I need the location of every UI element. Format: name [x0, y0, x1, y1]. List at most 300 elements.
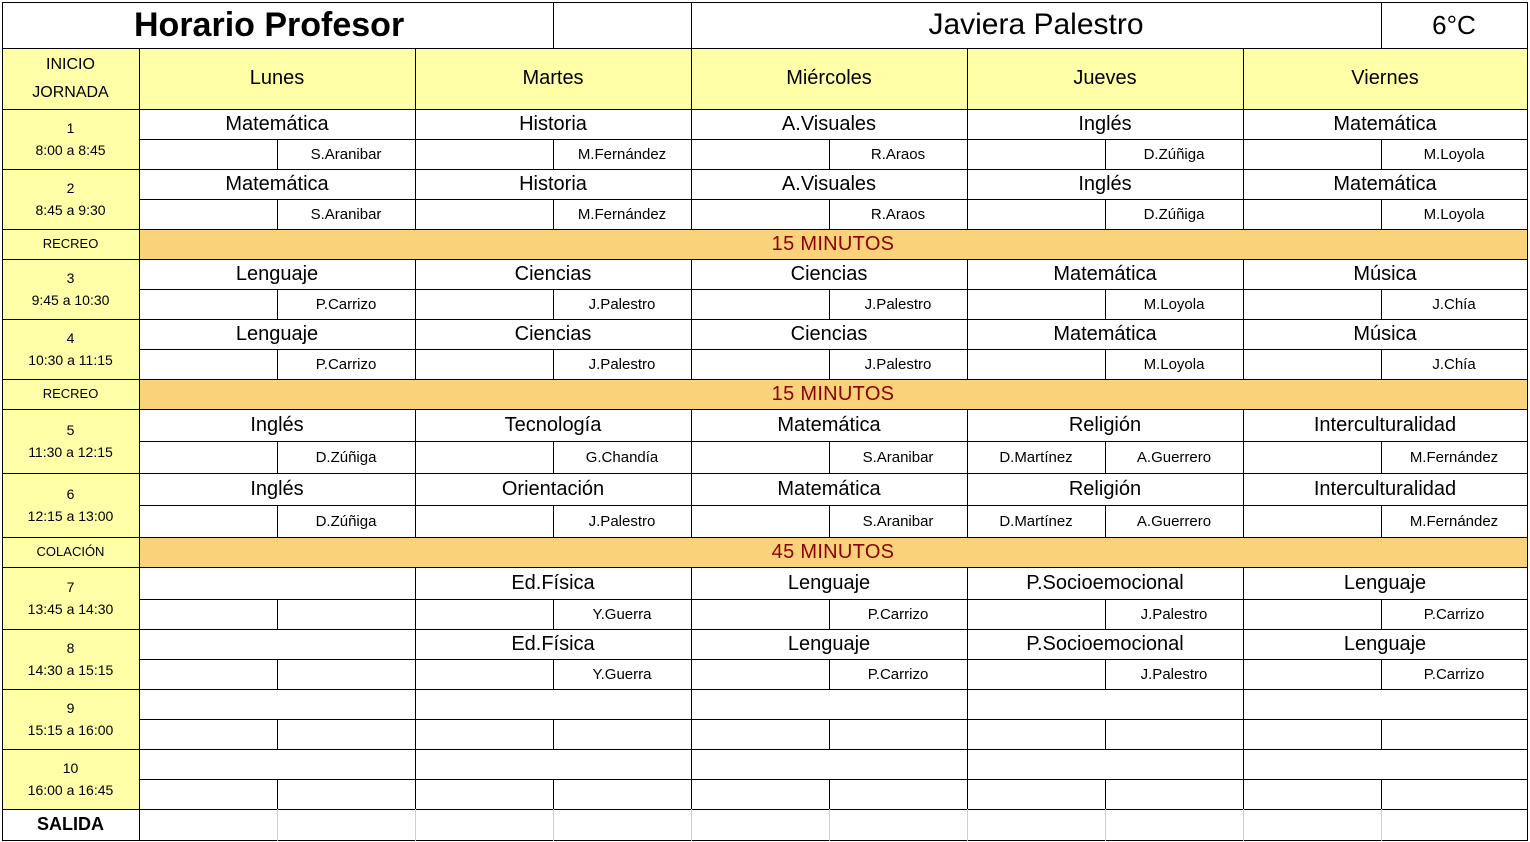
subject-viernes-5[interactable]: Interculturalidad [1313, 413, 1457, 436]
time-slot-9 [2, 689, 139, 749]
subject-miércoles-3[interactable]: Ciencias [790, 262, 868, 285]
grid-line [139, 229, 140, 260]
subject-jueves-6[interactable]: Religión [1068, 477, 1142, 500]
subject-miércoles-8[interactable]: Lenguaje [787, 632, 871, 655]
teacher-martes-6[interactable]: J.Palestro [588, 512, 656, 530]
grid-line [139, 109, 140, 170]
start-header-line1: INICIO [46, 55, 95, 73]
grid-line [2, 379, 1528, 380]
grid-line [277, 139, 278, 170]
empty-cell[interactable] [1243, 779, 1381, 809]
empty-cell[interactable] [691, 349, 829, 379]
grid-line [277, 599, 278, 630]
start-header [2, 48, 139, 109]
subject-jueves-5[interactable]: Religión [1068, 413, 1142, 436]
grid-line [1381, 599, 1382, 630]
empty-cell[interactable] [967, 599, 1105, 629]
grid-line [553, 719, 554, 750]
block-number: 4 [66, 330, 75, 346]
grid-line [691, 48, 692, 110]
empty-cell[interactable] [139, 659, 277, 689]
grid-line [277, 779, 278, 810]
time-slot-6 [2, 473, 139, 537]
teacher-jueves-10[interactable] [1105, 779, 1243, 809]
time-slot-2 [2, 169, 139, 229]
empty-cell[interactable] [1243, 349, 1381, 379]
grid-line [553, 505, 554, 538]
grid-line [139, 599, 1528, 600]
subject-viernes-1[interactable]: Matemática [1333, 112, 1437, 135]
day-header-lunes: Lunes [139, 48, 415, 109]
subject-lunes-8[interactable] [139, 629, 415, 659]
teacher-miércoles-4[interactable]: J.Palestro [864, 355, 932, 373]
empty-cell[interactable] [415, 659, 553, 689]
grid-line [1243, 567, 1244, 630]
empty-cell[interactable] [139, 779, 277, 809]
grid-line [1105, 289, 1106, 320]
start-header-line2: JORNADA [32, 83, 109, 101]
teacher-viernes-5[interactable]: M.Fernández [1409, 448, 1499, 466]
empty-cell[interactable] [691, 659, 829, 689]
subject-martes-4[interactable]: Ciencias [514, 322, 592, 345]
subject-jueves-8[interactable]: P.Socioemocional [1026, 632, 1184, 655]
subject-miércoles-5[interactable]: Matemática [777, 413, 881, 436]
empty-cell[interactable] [139, 289, 277, 319]
empty-cell[interactable] [1243, 289, 1381, 319]
teacher-viernes-1[interactable]: M.Loyola [1423, 145, 1485, 163]
teacher-miércoles-8[interactable]: P.Carrizo [867, 665, 929, 683]
teacher-viernes-10[interactable] [1381, 779, 1527, 809]
subject-miércoles-6[interactable]: Matemática [777, 477, 881, 500]
subject-jueves-1[interactable]: Inglés [1078, 112, 1132, 135]
subject-lunes-9[interactable] [139, 689, 415, 719]
grid-line [139, 409, 140, 474]
teacher-lunes-9[interactable] [277, 719, 415, 749]
teacher-martes-4[interactable]: J.Palestro [588, 355, 656, 373]
empty-cell[interactable] [1243, 719, 1381, 749]
empty-cell[interactable] [967, 719, 1105, 749]
subject-viernes-4[interactable]: Música [1353, 322, 1417, 345]
teacher-lunes-1[interactable]: S.Aranibar [310, 145, 382, 163]
block-time: 13:45 a 14:30 [27, 601, 114, 617]
grid-line [1105, 599, 1106, 630]
grid-line [139, 289, 1528, 290]
teacher-viernes-8[interactable]: P.Carrizo [1423, 665, 1485, 683]
teacher-miércoles-6[interactable]: S.Aranibar [862, 512, 934, 530]
teacher-jueves-4[interactable]: M.Loyola [1143, 355, 1205, 373]
block-time: 12:15 a 13:00 [27, 508, 114, 524]
teacher-jueves-1[interactable]: D.Zúñiga [1143, 145, 1205, 163]
grid-line [139, 629, 140, 690]
grid-line [1105, 505, 1106, 538]
grid-line [553, 659, 554, 690]
block-time: 11:30 a 12:15 [28, 444, 113, 460]
subject-martes-3[interactable]: Ciencias [514, 262, 592, 285]
teacher-name: Javiera Palestro [928, 8, 1144, 41]
grid-line [2, 840, 1528, 841]
block-time: 15:15 a 16:00 [27, 722, 114, 738]
break-label: COLACIÓN [2, 537, 139, 567]
empty-cell[interactable] [1243, 659, 1381, 689]
subject-lunes-2[interactable]: Matemática [225, 172, 329, 195]
grid-line [1527, 48, 1528, 110]
teacher-jueves-7[interactable]: J.Palestro [1140, 605, 1208, 623]
teacher-lunes-3[interactable]: P.Carrizo [315, 295, 377, 313]
teacher-lunes-5[interactable]: D.Zúñiga [315, 448, 377, 466]
grid-line [691, 749, 692, 810]
teacher-miércoles-3[interactable]: J.Palestro [864, 295, 932, 313]
subject-martes-6[interactable]: Orientación [501, 477, 605, 500]
subject-lunes-4[interactable]: Lenguaje [235, 322, 319, 345]
grid-line [139, 139, 1528, 140]
subject-jueves-7[interactable]: P.Socioemocional [1026, 571, 1184, 594]
subject-miércoles-4[interactable]: Ciencias [790, 322, 868, 345]
grid-line [691, 809, 692, 841]
grid-line [1381, 779, 1382, 810]
grid-line [1105, 659, 1106, 690]
grid-line [139, 689, 140, 750]
teacher-martes-3[interactable]: J.Palestro [588, 295, 656, 313]
grid-line [2, 809, 1528, 810]
empty-cell[interactable] [1243, 505, 1381, 537]
grid-line [829, 599, 830, 630]
empty-cell[interactable] [139, 441, 277, 473]
empty-cell[interactable] [1243, 139, 1381, 169]
break-duration: 15 MINUTOS [139, 229, 1527, 259]
empty-cell[interactable] [139, 599, 277, 629]
teacher-martes-2[interactable]: M.Fernández [577, 205, 667, 223]
empty-cell[interactable] [139, 349, 277, 379]
grid-line [691, 689, 692, 750]
time-slot-1 [2, 109, 139, 169]
grid-line [2, 567, 1528, 568]
grid-line [415, 409, 416, 474]
grid-line [1381, 199, 1382, 230]
grid-line [829, 139, 830, 170]
teacher-left-jueves-5[interactable]: D.Martínez [999, 448, 1073, 466]
break-duration: 15 MINUTOS [139, 379, 1527, 409]
grid-line [415, 629, 416, 690]
block-time: 10:30 a 11:15 [28, 352, 113, 368]
grid-line [2, 629, 1528, 630]
subject-viernes-2[interactable]: Matemática [1333, 172, 1437, 195]
subject-viernes-10[interactable] [1243, 749, 1527, 779]
grid-line [139, 319, 140, 380]
teacher-martes-10[interactable] [553, 779, 691, 809]
grid-line [691, 409, 692, 474]
grid-line [139, 537, 140, 568]
grid-line [1243, 48, 1244, 110]
grid-line [415, 319, 416, 380]
teacher-jueves-2[interactable]: D.Zúñiga [1143, 205, 1205, 223]
empty-cell[interactable] [967, 289, 1105, 319]
teacher-lunes-4[interactable]: P.Carrizo [315, 355, 377, 373]
grid-line [967, 169, 968, 230]
empty-cell[interactable] [139, 505, 277, 537]
subject-jueves-3[interactable]: Matemática [1053, 262, 1157, 285]
teacher-martes-8[interactable]: Y.Guerra [592, 665, 652, 683]
grid-line [691, 567, 692, 630]
grid-line [139, 809, 140, 841]
teacher-jueves-8[interactable]: J.Palestro [1140, 665, 1208, 683]
empty-cell[interactable] [139, 199, 277, 229]
grid-line [1243, 319, 1244, 380]
teacher-lunes-2[interactable]: S.Aranibar [310, 205, 382, 223]
grid-line [277, 659, 278, 690]
grid-line [277, 289, 278, 320]
grid-line [139, 48, 140, 110]
teacher-miércoles-9[interactable] [829, 719, 967, 749]
empty-cell[interactable] [691, 719, 829, 749]
teacher-martes-7[interactable]: Y.Guerra [592, 605, 652, 623]
day-header-jueves: Jueves [967, 48, 1243, 109]
grid-line [277, 349, 278, 380]
grid-line [553, 349, 554, 380]
subject-lunes-6[interactable]: Inglés [250, 477, 304, 500]
teacher-lunes-7[interactable] [277, 599, 415, 629]
grid-line [967, 629, 968, 690]
empty-cell[interactable] [139, 719, 277, 749]
grid-line [553, 809, 554, 841]
grid-line [1105, 719, 1106, 750]
grid-line [415, 809, 416, 841]
grid-line [829, 505, 830, 538]
subject-miércoles-2[interactable]: A.Visuales [781, 172, 877, 195]
grid-line [691, 259, 692, 320]
empty-cell[interactable] [967, 139, 1105, 169]
grid-line [415, 749, 416, 810]
grid-line [139, 259, 140, 320]
teacher-lunes-8[interactable] [277, 659, 415, 689]
subject-miércoles-7[interactable]: Lenguaje [787, 571, 871, 594]
time-slot-8 [2, 629, 139, 689]
grid-line [829, 719, 830, 750]
subject-martes-2[interactable]: Historia [519, 172, 587, 195]
empty-cell[interactable] [691, 139, 829, 169]
block-time: 8:00 a 8:45 [35, 142, 106, 158]
subject-martes-10[interactable] [415, 749, 691, 779]
grid-line [139, 719, 1528, 720]
teacher-martes-1[interactable]: M.Fernández [577, 145, 667, 163]
grid-line [1381, 719, 1382, 750]
break-duration: 45 MINUTOS [139, 537, 1527, 567]
grid-line [139, 473, 140, 538]
empty-cell[interactable] [691, 289, 829, 319]
time-slot-4 [2, 319, 139, 379]
block-number: 5 [66, 422, 75, 438]
day-header-viernes: Viernes [1243, 48, 1527, 109]
teacher-miércoles-7[interactable]: P.Carrizo [867, 605, 929, 623]
subject-jueves-9[interactable] [967, 689, 1243, 719]
grid-line [139, 441, 1528, 442]
teacher-jueves-3[interactable]: M.Loyola [1143, 295, 1205, 313]
grid-line [139, 349, 1528, 350]
block-time: 8:45 a 9:30 [35, 202, 106, 218]
teacher-viernes-7[interactable]: P.Carrizo [1423, 605, 1485, 623]
grid-line [1381, 289, 1382, 320]
page-title: Horario Profesor [134, 5, 405, 44]
grid-line [139, 379, 140, 410]
grid-line [2, 689, 1528, 690]
grid-line [277, 719, 278, 750]
empty-cell[interactable] [139, 139, 277, 169]
subject-martes-9[interactable] [415, 689, 691, 719]
grid-line [553, 289, 554, 320]
subject-viernes-9[interactable] [1243, 689, 1527, 719]
grid-line [1243, 749, 1244, 810]
empty-cell[interactable] [967, 199, 1105, 229]
empty-cell[interactable] [415, 289, 553, 319]
teacher-miércoles-5[interactable]: S.Aranibar [862, 448, 934, 466]
block-number: 8 [66, 640, 75, 656]
subject-miércoles-9[interactable] [691, 689, 967, 719]
grid-line [2, 319, 1528, 320]
empty-cell[interactable] [967, 659, 1105, 689]
subject-lunes-5[interactable]: Inglés [250, 413, 304, 436]
empty-cell[interactable] [415, 349, 553, 379]
empty-cell[interactable] [967, 349, 1105, 379]
grid-line [967, 259, 968, 320]
block-time: 14:30 a 15:15 [27, 662, 114, 678]
teacher-viernes-3[interactable]: J.Chía [1432, 295, 1476, 313]
grid-line [2, 749, 1528, 750]
grid-line [967, 409, 968, 474]
empty-cell[interactable] [415, 139, 553, 169]
grid-line [415, 259, 416, 320]
grid-line [1243, 109, 1244, 170]
grid-line [967, 567, 968, 630]
grid-line [139, 199, 1528, 200]
grid-line [2, 2, 3, 841]
teacher-jueves-6[interactable]: A.Guerrero [1136, 512, 1212, 530]
subject-lunes-7[interactable] [139, 567, 415, 599]
block-number: 6 [66, 486, 75, 502]
block-number: 1 [66, 120, 75, 136]
subject-martes-5[interactable]: Tecnología [504, 413, 602, 436]
grid-line [553, 599, 554, 630]
grid-line [553, 199, 554, 230]
subject-viernes-6[interactable]: Interculturalidad [1313, 477, 1457, 500]
grid-line [1381, 505, 1382, 538]
grid-line [553, 779, 554, 810]
subject-miércoles-10[interactable] [691, 749, 967, 779]
grid-line [2, 229, 1528, 230]
subject-jueves-4[interactable]: Matemática [1053, 322, 1157, 345]
empty-cell[interactable] [415, 779, 553, 809]
subject-martes-1[interactable]: Historia [519, 112, 587, 135]
grid-line [829, 289, 830, 320]
subject-jueves-2[interactable]: Inglés [1078, 172, 1132, 195]
subject-miércoles-1[interactable]: A.Visuales [781, 112, 877, 135]
empty-cell[interactable] [691, 599, 829, 629]
teacher-viernes-9[interactable] [1381, 719, 1527, 749]
teacher-viernes-4[interactable]: J.Chía [1432, 355, 1476, 373]
grid-line [139, 779, 1528, 780]
grid-line [553, 139, 554, 170]
empty-cell[interactable] [1243, 199, 1381, 229]
time-slot-10 [2, 749, 139, 809]
subject-viernes-3[interactable]: Música [1353, 262, 1417, 285]
empty-cell[interactable] [1243, 441, 1381, 473]
grid-line [2, 473, 1528, 474]
empty-cell[interactable] [415, 505, 553, 537]
subject-viernes-7[interactable]: Lenguaje [1343, 571, 1427, 594]
subject-lunes-1[interactable]: Matemática [225, 112, 329, 135]
grid-line [139, 749, 140, 810]
grid-line [967, 809, 968, 841]
block-number: 2 [66, 180, 75, 196]
teacher-viernes-6[interactable]: M.Fernández [1409, 512, 1499, 530]
exit-label: SALIDA [37, 814, 104, 834]
grid-line [691, 319, 692, 380]
grid-line [1105, 809, 1106, 841]
block-number: 10 [62, 760, 79, 776]
grid-line [1243, 809, 1244, 841]
subject-martes-7[interactable]: Ed.Física [511, 571, 595, 594]
empty-cell[interactable] [1243, 599, 1381, 629]
empty-cell[interactable] [691, 441, 829, 473]
grid-line [139, 659, 1528, 660]
grid-line [967, 473, 968, 538]
grid-line [829, 659, 830, 690]
grid-line [691, 169, 692, 230]
grid-line [691, 2, 692, 49]
subject-lunes-3[interactable]: Lenguaje [235, 262, 319, 285]
grid-line [415, 473, 416, 538]
empty-cell[interactable] [967, 779, 1105, 809]
teacher-lunes-6[interactable]: D.Zúñiga [315, 512, 377, 530]
grid-line [1381, 441, 1382, 474]
grid-line [1381, 2, 1382, 49]
teacher-miércoles-2[interactable]: R.Araos [870, 205, 926, 223]
empty-cell[interactable] [415, 199, 553, 229]
teacher-martes-5[interactable]: G.Chandía [585, 448, 659, 466]
subject-viernes-8[interactable]: Lenguaje [1343, 632, 1427, 655]
grid-line [139, 169, 140, 230]
grid-line [2, 169, 1528, 170]
empty-cell[interactable] [691, 779, 829, 809]
teacher-lunes-10[interactable] [277, 779, 415, 809]
grid-line [829, 441, 830, 474]
time-slot-3 [2, 259, 139, 319]
teacher-left-jueves-6[interactable]: D.Martínez [999, 512, 1073, 530]
block-time: 16:00 a 16:45 [27, 782, 114, 798]
teacher-miércoles-1[interactable]: R.Araos [870, 145, 926, 163]
teacher-jueves-9[interactable] [1105, 719, 1243, 749]
grid-line [1243, 409, 1244, 474]
subject-lunes-10[interactable] [139, 749, 415, 779]
day-header-martes: Martes [415, 48, 691, 109]
block-number: 9 [66, 700, 75, 716]
grid-line [1243, 689, 1244, 750]
subject-martes-8[interactable]: Ed.Física [511, 632, 595, 655]
empty-cell[interactable] [415, 599, 553, 629]
grid-line [967, 319, 968, 380]
teacher-viernes-2[interactable]: M.Loyola [1423, 205, 1485, 223]
grid-line [2, 409, 1528, 410]
teacher-miércoles-10[interactable] [829, 779, 967, 809]
grid-line [139, 505, 1528, 506]
empty-cell[interactable] [415, 441, 553, 473]
empty-cell[interactable] [415, 719, 553, 749]
subject-jueves-10[interactable] [967, 749, 1243, 779]
teacher-martes-9[interactable] [553, 719, 691, 749]
grid-line [1381, 809, 1382, 841]
empty-cell[interactable] [691, 505, 829, 537]
empty-cell[interactable] [691, 199, 829, 229]
teacher-jueves-5[interactable]: A.Guerrero [1136, 448, 1212, 466]
day-header-miércoles: Miércoles [691, 48, 967, 109]
